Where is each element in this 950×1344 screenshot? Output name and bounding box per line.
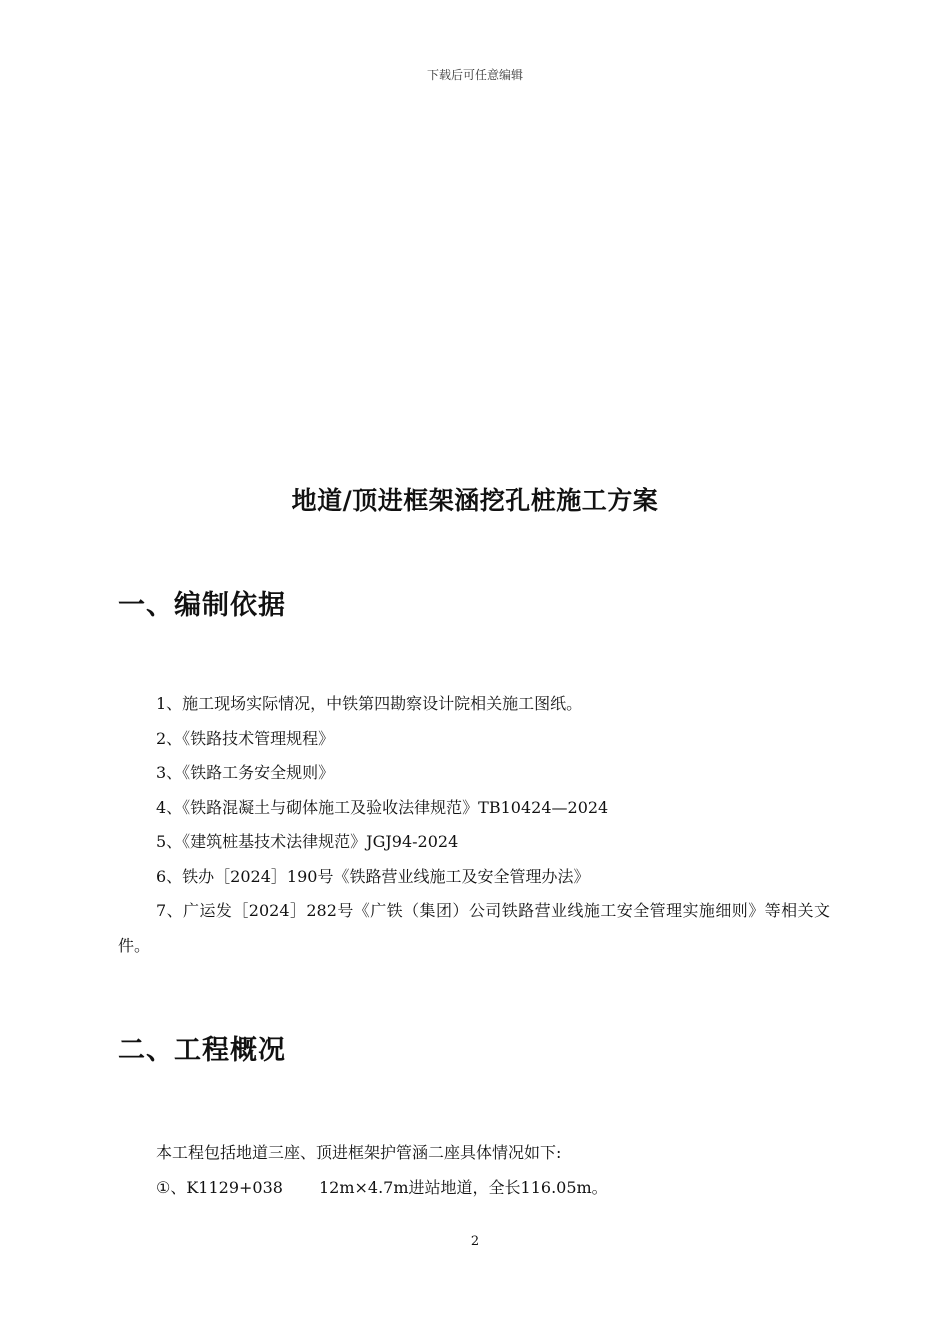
- list-item: [118, 1171, 830, 1206]
- basis-list: [118, 687, 830, 963]
- section-heading-basis: 一、编制依据: [118, 590, 286, 621]
- document-title: 地道/顶进框架涵挖孔桩施工方案: [291, 486, 659, 515]
- list-item: 2、《铁路技术管理规程》: [156, 728, 335, 748]
- overview-intro: 本工程包括地道三座、顶进框架护管涵二座具体情况如下:: [156, 1143, 562, 1162]
- list-item: 1、施工现场实际情况，中铁第四勘察设计院相关施工图纸。: [156, 694, 583, 713]
- overview-list: [118, 1136, 830, 1205]
- list-item: 4、《铁路混凝土与砌体施工及验收法律规范》TB10424—2024: [156, 797, 609, 817]
- header-note: 下载后可任意编辑: [426, 68, 523, 82]
- section-heading-overview: 二、工程概况: [118, 1035, 286, 1066]
- list-item: 3、《铁路工务安全规则》: [156, 763, 335, 782]
- list-item: 5、《建筑桩基技术法律规范》JGJ94-2024: [156, 832, 459, 851]
- page-number: 2: [470, 1234, 480, 1249]
- list-item: 6、铁办［2024］190号《铁路营业线施工及安全管理办法》: [156, 866, 590, 886]
- list-item: 7、广运发［2024］282号《广铁（集团）公司铁路营业线施工安全管理实施细则》等相关文件。: [118, 901, 830, 955]
- item-description: 12m×4.7m进站地道，全长116.05m。: [318, 1177, 608, 1197]
- item-code: ①、K1129+038: [156, 1177, 283, 1197]
